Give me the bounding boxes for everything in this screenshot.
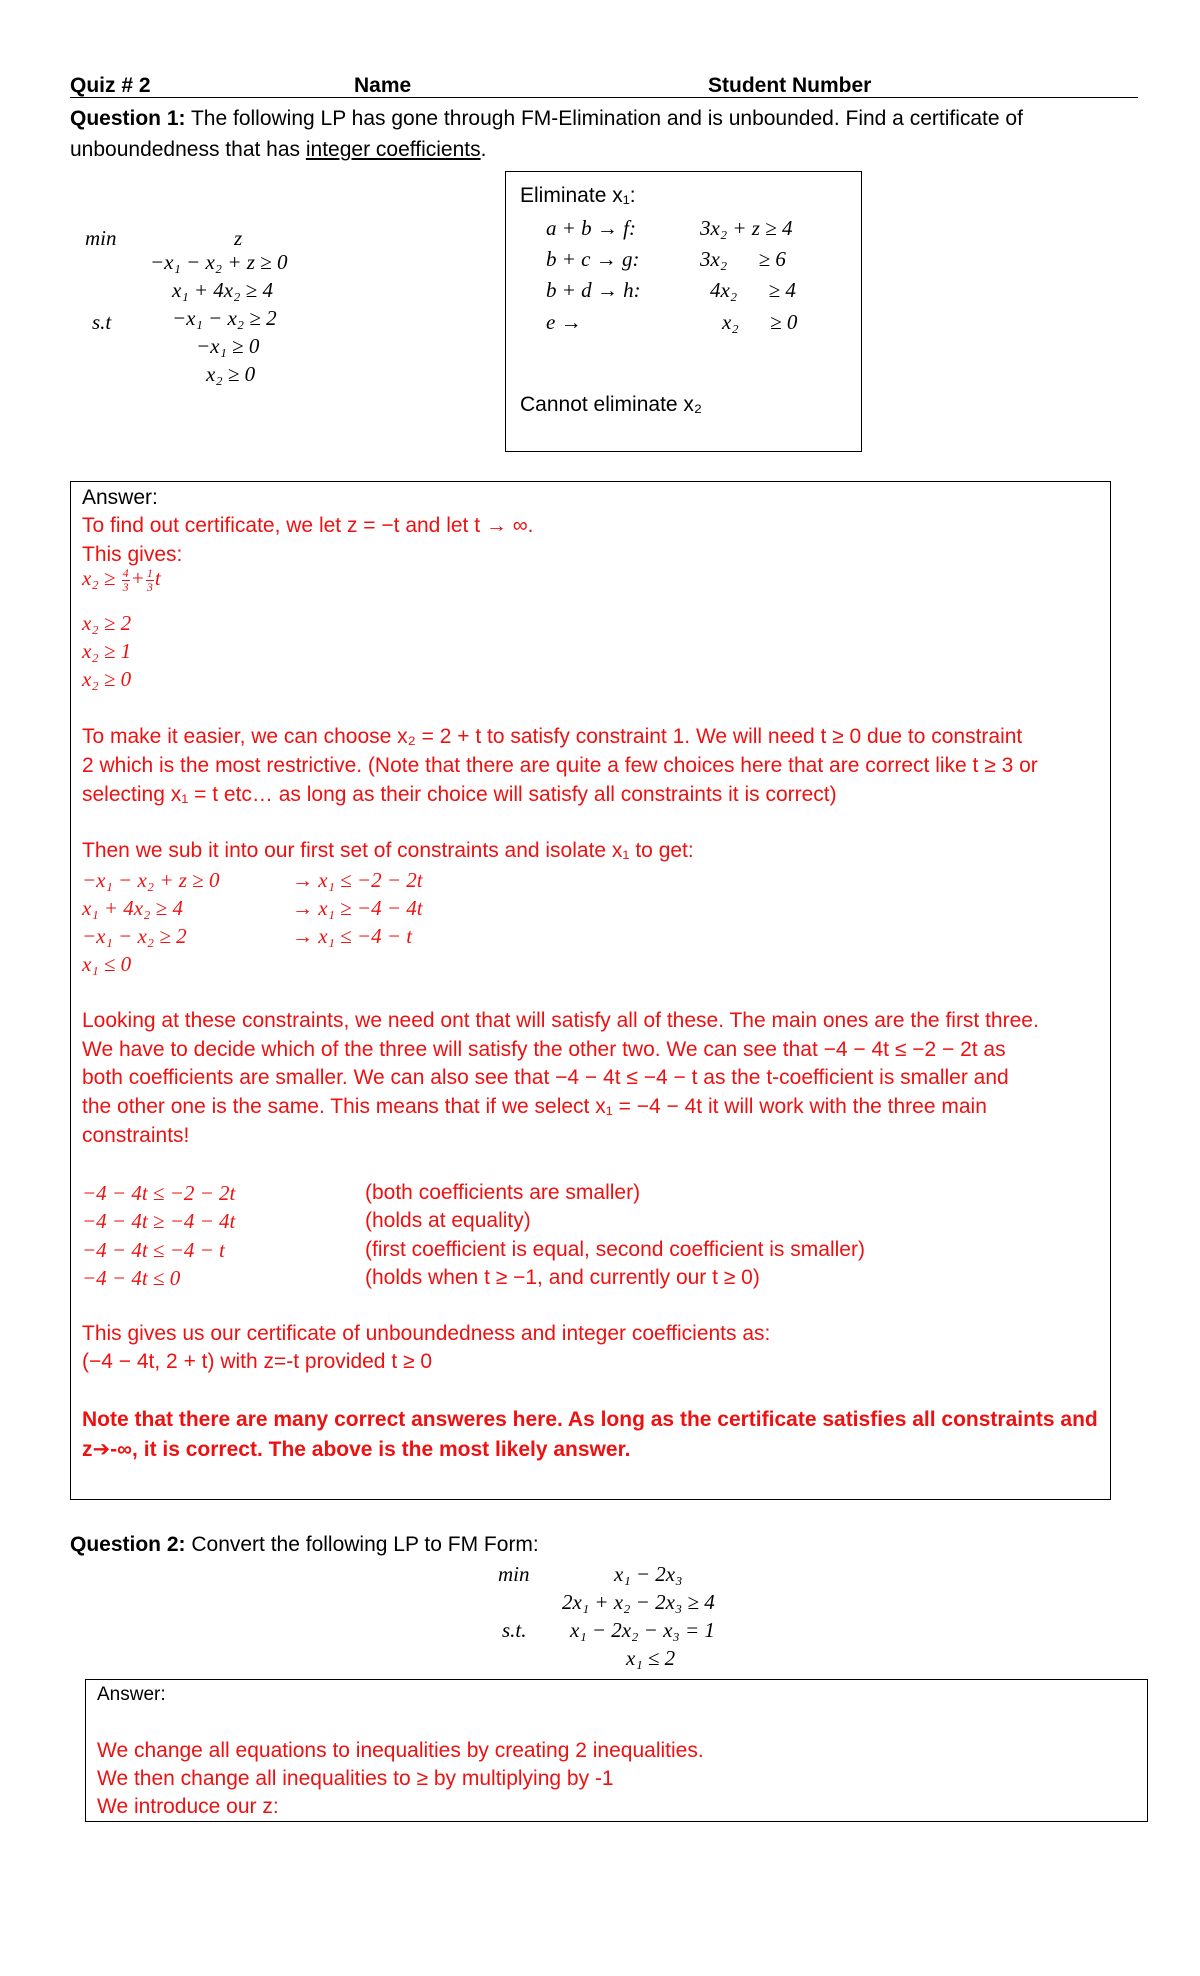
q1-answer-ineq1 (82, 566, 161, 594)
frac1-den: 3 (122, 579, 129, 594)
q1-lp-constraint-1: −x₁ − x₂ + z ≥ 0 (150, 250, 288, 274)
q1-check-note-1: (both coefficients are smaller) (365, 1181, 641, 1204)
q1-answer-ineq4: x₂ ≥ 0 (82, 667, 132, 691)
q1-answer-l2: This gives: (82, 543, 183, 566)
question-1-label: Question 1: (70, 107, 186, 130)
question-2-text: Convert the following LP to FM Form: (185, 1533, 539, 1556)
frac2-num: 1 (146, 565, 153, 580)
q2-lp-constraint-3: x₁ ≤ 2 (626, 1646, 676, 1670)
question-1-line2 (70, 138, 486, 162)
elim-op-4: e → (546, 310, 582, 334)
q1-p2-l1: Then we sub it into our first set of constraints and isolate x₁ to get: (82, 839, 694, 862)
fraction-1-3 (146, 567, 154, 594)
q1-check-note-3: (first coefficient is equal, second coefficient is smaller) (365, 1238, 865, 1261)
q2-lp-objective: x₁ − 2x₃ (614, 1562, 683, 1586)
frac2-den: 3 (146, 579, 153, 594)
q1-sub-right-2: → x₁ ≥ −4 − 4t (292, 896, 423, 920)
q2-answer-l3: We introduce our z: (97, 1795, 279, 1818)
q1-check-note-4: (holds when t ≥ −1, and currently our t ≥ 0) (365, 1266, 760, 1289)
q1-p3-l1: Looking at these constraints, we need ont that will satisfy all of these. The main ones are the first three. (82, 1009, 1039, 1032)
q2-lp-constraint-1: 2x₁ + x₂ − 2x₃ ≥ 4 (562, 1590, 715, 1614)
elimination-title: Eliminate x₁: (520, 184, 636, 207)
elim-op-2: b + c → g: (546, 247, 640, 271)
question-2-line (70, 1533, 539, 1557)
elim-expr-2: 3x₂ ≥ 6 (700, 247, 786, 271)
q1-check-expr-4: −4 − 4t ≤ 0 (82, 1266, 181, 1290)
fraction-4-3 (122, 567, 130, 594)
q1-text-b: . (480, 138, 487, 161)
elim-op-3: b + d → h: (546, 278, 641, 302)
q1-answer-ineq2: x₂ ≥ 2 (82, 611, 132, 635)
q2-lp-constraint-2: x₁ − 2x₂ − x₃ = 1 (570, 1618, 715, 1642)
q1-p3-l4: the other one is the same. This means that if we select x₁ = −4 − 4t it will work with the three main (82, 1095, 987, 1118)
q1-p1-l2: 2 which is the most restrictive. (Note that there are quite a few choices here that are correct like t ≥ 3 or (82, 754, 1038, 777)
q1-p4-l1: This gives us our certificate of unboundedness and integer coefficients as: (82, 1322, 771, 1345)
question-2-label: Question 2: (70, 1533, 186, 1556)
q1-p4-l2: (−4 − 4t, 2 + t) with z=-t provided t ≥ 0 (82, 1350, 433, 1373)
q2-answer-label: Answer: (97, 1684, 166, 1705)
ineq1-t: t (154, 566, 161, 590)
header-underline (70, 97, 1138, 98)
q2-lp-min: min (498, 1562, 530, 1586)
q1-note-l1: Note that there are many correct answeres here. As long as the certificate satisfies all constraints and (82, 1408, 1098, 1431)
q1-text-a: unboundedness that has (70, 138, 306, 161)
student-number-label: Student Number (708, 74, 872, 97)
q1-lp-st: s.t (92, 310, 112, 334)
q1-answer-ineq3: x₂ ≥ 1 (82, 639, 132, 663)
q1-answer-label: Answer: (82, 486, 158, 509)
elim-expr-4: x₂ ≥ 0 (722, 310, 798, 334)
q1-p3-l2: We have to decide which of the three will satisfy the other two. We can see that −4 − 4t ≤ −2 − 2t as (82, 1038, 1006, 1061)
elim-expr-3: 4x₂ ≥ 4 (710, 278, 796, 302)
q1-lp-min: min (85, 226, 117, 250)
elim-op-1: a + b → f: (546, 216, 636, 240)
q1-lp-constraint-5: x₂ ≥ 0 (206, 362, 256, 386)
elim-expr-1: 3x₂ + z ≥ 4 (700, 216, 793, 240)
q1-answer-box (70, 481, 1111, 1500)
q1-sub-right-3: → x₁ ≤ −4 − t (292, 924, 413, 948)
q1-p1-l1: To make it easier, we can choose x₂ = 2 + t to satisfy constraint 1. We will need t ≥ 0 due to constraint (82, 725, 1023, 748)
q2-answer-l2: We then change all inequalities to ≥ by multiplying by -1 (97, 1767, 614, 1790)
quiz-title: Quiz # 2 (70, 74, 151, 97)
q1-text-underlined: integer coefficients (305, 138, 481, 161)
q1-lp-constraint-2: x₁ + 4x₂ ≥ 4 (172, 278, 273, 302)
q1-note-l2: z➔-∞, it is correct. The above is the most likely answer. (82, 1438, 631, 1461)
name-label: Name (354, 74, 412, 97)
q1-sub-right-1: → x₁ ≤ −2 − 2t (292, 868, 423, 892)
q1-p3-l5: constraints! (82, 1124, 190, 1147)
q1-p3-l3: both coefficients are smaller. We can also see that −4 − 4t ≤ −4 − t as the t-coefficient is smaller and (82, 1066, 1009, 1089)
ineq1-prefix: x₂ ≥ (82, 566, 116, 590)
q1-check-expr-3: −4 − 4t ≤ −4 − t (82, 1238, 225, 1262)
q1-p1-l3: selecting x₁ = t etc… as long as their choice will satisfy all constraints it is correct) (82, 783, 837, 806)
q1-sub-left-2: x₁ + 4x₂ ≥ 4 (82, 896, 183, 920)
question-1-line1 (70, 107, 1023, 131)
q2-answer-l1: We change all equations to inequalities by creating 2 inequalities. (97, 1739, 704, 1762)
q1-sub-left-3: −x₁ − x₂ ≥ 2 (82, 924, 187, 948)
q1-check-expr-1: −4 − 4t ≤ −2 − 2t (82, 1181, 236, 1205)
q1-lp-constraint-4: −x₁ ≥ 0 (196, 334, 260, 358)
q1-answer-l1: To find out certificate, we let z = −t and let t → ∞. (82, 514, 534, 537)
q1-lp-objective: z (234, 226, 243, 250)
frac1-num: 4 (122, 565, 129, 580)
question-1-text: The following LP has gone through FM-Elimination and is unbounded. Find a certificate of (185, 107, 1023, 130)
q1-check-note-2: (holds at equality) (365, 1209, 531, 1232)
elimination-footer: Cannot eliminate x₂ (520, 393, 703, 416)
ineq1-plus: + (130, 566, 145, 590)
q1-check-expr-2: −4 − 4t ≥ −4 − 4t (82, 1209, 236, 1233)
q1-sub-left-4: x₁ ≤ 0 (82, 952, 132, 976)
q2-lp-st: s.t. (502, 1618, 527, 1642)
q1-sub-left-1: −x₁ − x₂ + z ≥ 0 (82, 868, 220, 892)
q1-lp-constraint-3: −x₁ − x₂ ≥ 2 (172, 306, 277, 330)
